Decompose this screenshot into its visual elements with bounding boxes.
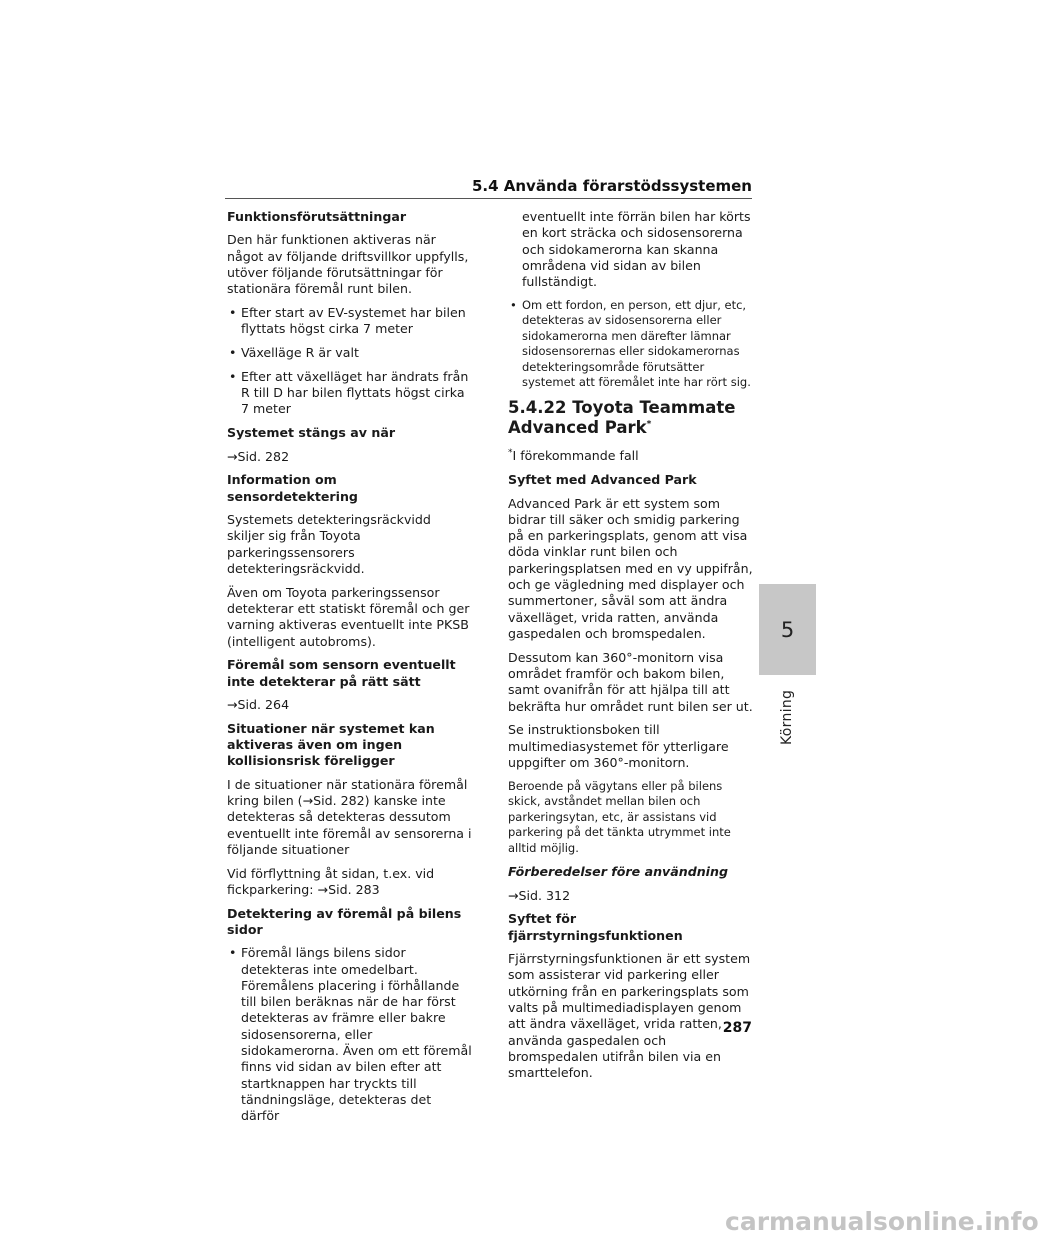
chapter-label: [759, 675, 816, 755]
footnote-text: I förekommande fall: [512, 448, 639, 464]
heading-remote-function: Syftet för fjärrstyrningsfunktionen: [508, 911, 683, 943]
chapter-tab[interactable]: [759, 584, 816, 675]
paragraph: Vid förflyttning åt sidan, t.ex. vid fickparkering: →Sid. 283: [227, 865, 435, 897]
paragraph: I de situationer när stationära föremål kring bilen (→Sid. 282) kanske inte detekteras så detekteras dessutom eventuellt inte föremål av sensorerna i följande situationer: [227, 776, 472, 857]
paragraph: Dessutom kan 360°-monitorn visa området framför och bakom bilen, samt ovanifrån för att hjälpa till att bekräfta hur området runt bilen ser ut.: [508, 649, 753, 714]
watermark: carmanualsonline.info: [725, 1207, 1039, 1236]
right-column: [508, 209, 753, 1089]
heading-purpose-advanced-park: Syftet med Advanced Park: [508, 472, 697, 488]
page-reference-link[interactable]: →Sid. 282: [227, 448, 290, 464]
paragraph: Se instruktionsboken till multimediasystemet för ytterligare uppgifter om 360°-monitorn.: [508, 722, 729, 771]
chapter-number: 5: [780, 618, 795, 642]
page-header: [225, 176, 752, 199]
footnote-marker: *: [508, 448, 513, 459]
heading-functional-prerequisites: Funktionsförutsättningar: [227, 209, 407, 224]
footnote-marker: *: [646, 419, 652, 430]
page-number: 287: [722, 1020, 752, 1036]
heading-activation-situations: Situationer när systemet kan aktiveras även om ingen kollisionsrisk föreligger: [227, 720, 435, 769]
paragraph: Fjärrstyrningsfunktionen är ett system som assisterar vid parkering eller utkörning från en parkeringsplats som valts på multimediadisplayen genom att ändra växelläget, vrida ratten, använda gaspedalen och bromspedalen utifrån bilen via en smarttelefon.: [508, 951, 751, 1081]
heading-side-detection: Detektering av föremål på bilens sidor: [227, 905, 462, 937]
list-item: • Växelläge R är valt: [227, 345, 472, 361]
list-item: • Föremål längs bilens sidor detekteras inte omedelbart. Föremålens placering i förhållande till bilen beräknas när de har först detekteras av främre eller bakre sidosensorerna, eller sidokamerorna. Även om ett föremål finns vid sidan av bilen efter att startknappen har tryckts till tändningsläge, detekteras det därför: [227, 945, 472, 1124]
section-heading: [508, 398, 753, 438]
heading-preparations: Förberedelser före användning: [508, 863, 728, 879]
paragraph: Advanced Park är ett system som bidrar till säker och smidig parkering på en parkeringsplats, genom att visa döda vinklar runt bilen och parkeringsplatsen med en vy uppifrån, och ge vägledning med displayer och summertoner, såväl som att ändra växelläget, vrida ratten, använda gaspedalen och bromspedalen.: [508, 495, 753, 641]
paragraph: Den här funktionen aktiveras när något av följande driftsvillkor uppfylls, utöver följande förutsättningar för stationära föremål runt bilen.: [227, 232, 469, 297]
heading-undetected-objects: Föremål som sensorn eventuellt inte detekterar på rätt sätt: [227, 657, 456, 689]
page-reference-link[interactable]: →Sid. 264: [227, 696, 290, 712]
footnote: [508, 448, 753, 464]
paragraph: Även om Toyota parkeringssensor detekterar ett statiskt föremål och ger varning aktiveras eventuellt inte PKSB (intelligent autobroms).: [227, 584, 470, 649]
chapter-label-text: Körning: [779, 689, 795, 745]
heading-sensor-info: Information om sensordetektering: [227, 472, 358, 504]
left-column: [227, 209, 472, 1132]
list-item: • Efter start av EV-systemet har bilen flyttats högst cirka 7 meter: [227, 305, 472, 338]
list-item: • Efter att växelläget har ändrats från R till D har bilen flyttats högst cirka 7 meter: [227, 369, 472, 418]
page-reference-link[interactable]: →Sid. 312: [508, 887, 571, 903]
note-paragraph: Beroende på vägytans eller på bilens skick, avståndet mellan bilen och parkeringsytan, etc, är assistans vid parkering på det tänkta utrymmet inte alltid möjlig.: [508, 778, 731, 855]
section-title: 5.4 Använda förarstödssystemen: [471, 177, 752, 195]
paragraph: Systemets detekteringsräckvidd skiljer sig från Toyota parkeringssensorers detekteringsräckvidd.: [227, 511, 431, 576]
section-heading-text: 5.4.22 Toyota Teammate Advanced Park: [508, 398, 736, 438]
list-item-continuation: eventuellt inte förrän bilen har körts en kort sträcka och sidosensorerna och sidokamerorna kan skanna områdena vid sidan av bilen fullständigt.: [522, 209, 751, 290]
heading-system-off: Systemet stängs av när: [227, 425, 396, 441]
list-item: • Om ett fordon, en person, ett djur, etc, detekteras av sidosensorerna eller sidokamerorna men därefter lämnar sidosensorernas eller sidokamerornas detekteringsområde förutsätter systemet att föremålet inte har rört sig.: [508, 298, 753, 391]
